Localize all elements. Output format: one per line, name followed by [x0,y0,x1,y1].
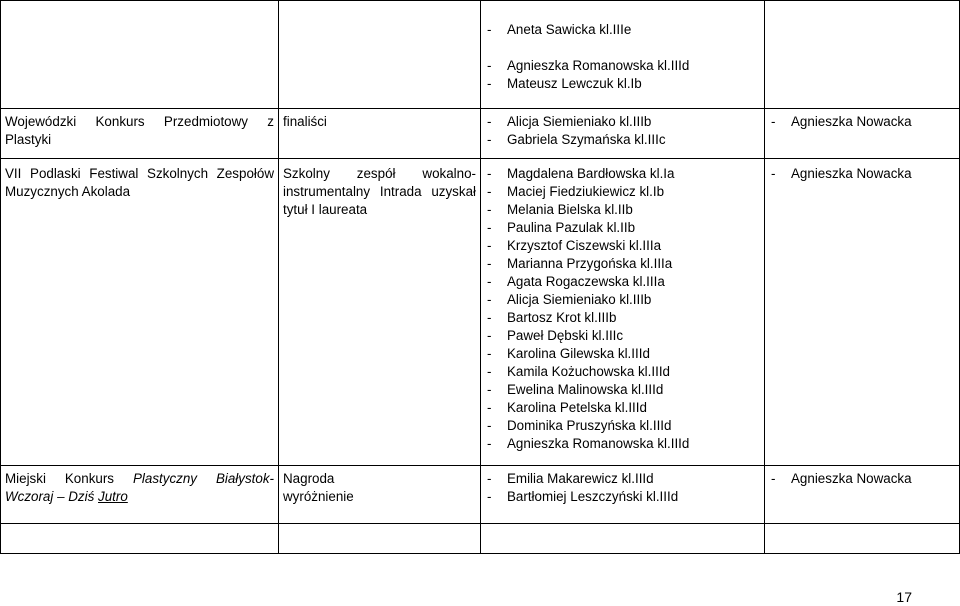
teacher-cell [765,1,960,109]
list-item: - Paweł Dębski kl.IIIc [507,327,760,345]
result-line: wyróżnienie [283,489,354,504]
list-item: - Gabriela Szymańska kl.IIIc [507,131,760,149]
list-item: - Emilia Makarewicz kl.IIId [507,470,760,488]
teacher-list [769,165,955,183]
empty-cell [765,524,960,554]
list-item: - Agnieszka Romanowska kl.IIId [507,57,760,75]
students-cell [481,159,765,466]
competition-cell [1,109,279,159]
competition-prefix: Miejski Konkurs [5,471,115,486]
teacher-cell [765,109,960,159]
table-row [1,1,960,109]
list-item: - Aneta Sawicka kl.IIIe [507,21,760,39]
teacher-list [769,470,955,488]
page-number: 17 [896,589,912,605]
competition-name [5,470,274,506]
list-item: - Bartłomiej Leszczyński kl.IIId [507,488,760,506]
table-row [1,524,960,554]
teacher-name: - Agnieszka Nowacka [791,113,955,131]
list-item: - Alicja Siemieniako kl.IIIb [507,291,760,309]
student-list [485,113,760,149]
student-list [485,165,760,453]
teacher-name: - Agnieszka Nowacka [791,165,955,183]
student-list [485,470,760,506]
list-item: - Magdalena Bardłowska kl.Ia [507,165,760,183]
result-cell [279,109,481,159]
list-item: - Bartosz Krot kl.IIIb [507,309,760,327]
table-row [1,109,960,159]
student-list [485,21,760,93]
result-line: Nagroda [283,471,335,486]
list-item: - Maciej Fiedziukiewicz kl.Ib [507,183,760,201]
list-item: - Karolina Gilewska kl.IIId [507,345,760,363]
list-item: - Karolina Petelska kl.IIId [507,399,760,417]
table-row [1,159,960,466]
list-item: - Marianna Przygońska kl.IIIa [507,255,760,273]
list-item: - Paulina Pazulak kl.IIb [507,219,760,237]
result-cell [279,1,481,109]
list-item: - Kamila Kożuchowska kl.IIId [507,363,760,381]
competition-name: Wojewódzki Konkurs Przedmiotowy z Plastyki [5,114,274,147]
empty-cell [481,524,765,554]
teacher-name: - Agnieszka Nowacka [791,470,955,488]
teacher-cell [765,466,960,524]
list-item: - Agata Rogaczewska kl.IIIa [507,273,760,291]
teacher-list [769,113,955,131]
teacher-cell [765,159,960,466]
students-cell [481,466,765,524]
result-text: Szkolny zespół wokalno-instrumentalny Intrada uzyskał tytuł I laureata [283,166,476,217]
competition-title: Białystok-Wczoraj – Dziś Jutro [5,471,274,504]
result-text: finaliści [283,114,327,129]
students-cell [481,1,765,109]
empty-cell [1,524,279,554]
list-item: - Agnieszka Romanowska kl.IIId [507,435,760,453]
list-item: - Krzysztof Ciszewski kl.IIIa [507,237,760,255]
competition-cell [1,159,279,466]
list-item: - Alicja Siemieniako kl.IIIb [507,113,760,131]
list-item: - Mateusz Lewczuk kl.Ib [507,75,760,93]
list-item: - Dominika Pruszyńska kl.IIId [507,417,760,435]
empty-cell [279,524,481,554]
competition-cell [1,466,279,524]
list-item: - Ewelina Malinowska kl.IIId [507,381,760,399]
list-item: - Melania Bielska kl.IIb [507,201,760,219]
table-row [1,466,960,524]
students-cell [481,109,765,159]
competition-type: Plastyczny [132,471,197,486]
result-cell [279,466,481,524]
competition-cell [1,1,279,109]
competition-name: VII Podlaski Festiwal Szkolnych Zespołów Muzycznych Akolada [5,166,274,199]
result-cell [279,159,481,466]
